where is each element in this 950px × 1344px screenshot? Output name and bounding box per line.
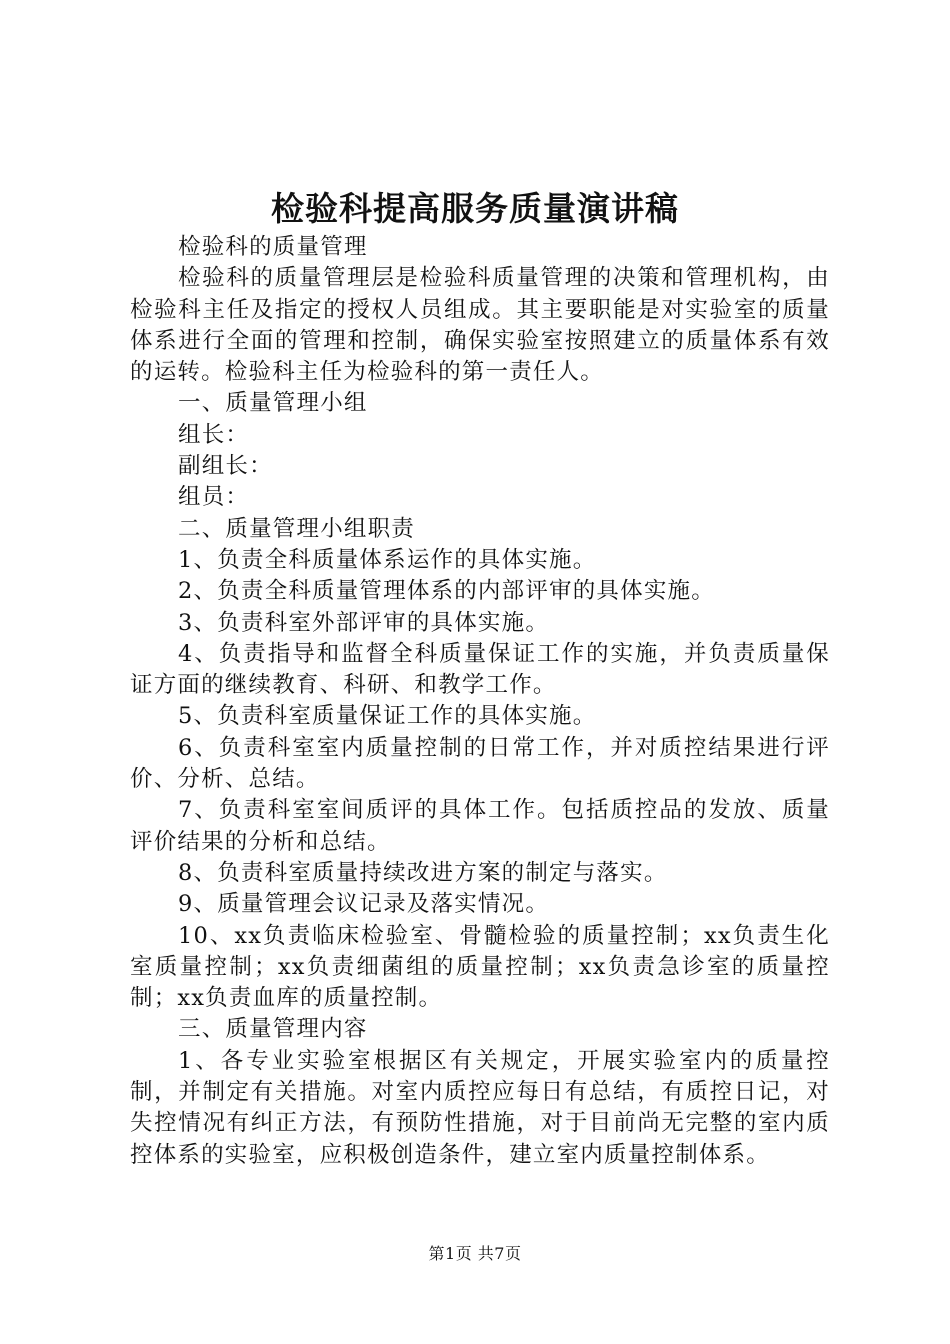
list-item: 4、负责指导和监督全科质量保证工作的实施，并负责质量保证方面的继续教育、科研、和教学工作。 [130, 640, 830, 699]
section-heading: 二、质量管理小组职责 [178, 515, 416, 542]
list-item: 7、负责科室室间质评的具体工作。包括质控品的发放、质量评价结果的分析和总结。 [130, 797, 830, 855]
body-paragraph: 检验科的质量管理层是检验科质量管理的决策和管理机构，由检验科主任及指定的授权人员组成。其主要职能是对实验室的质量体系进行全面的管理和控制，确保实验室按照建立的质量体系有效的运转。检验科主任为检验科的第一责任人。 [130, 265, 830, 386]
list-item: 1、各专业实验室根据区有关规定，开展实验室内的质量控制，并制定有关措施。对室内质控应每日有总结，有质控日记，对失控情况有纠正方法，有预防性措施，对于目前尚无完整的室内质控体系的实验室，应积极创造条件，建立室内质量控制体系。 [130, 1047, 830, 1168]
section-heading: 三、质量管理内容 [178, 1016, 368, 1043]
list-item: 组员： [178, 484, 250, 511]
list-item: 组长： [178, 421, 250, 448]
list-item: 3、负责科室外部评审的具体实施。 [178, 609, 550, 636]
document-title: 检验科提高服务质量演讲稿 [271, 189, 679, 228]
list-item: 9、质量管理会议记录及落实情况。 [178, 891, 550, 918]
list-item: 副组长： [178, 453, 273, 480]
list-item: 1、负责全科质量体系运作的具体实施。 [178, 546, 597, 573]
section-heading: 一、质量管理小组 [178, 390, 368, 417]
list-item: 6、负责科室室内质量控制的日常工作，并对质控结果进行评价、分析、总结。 [130, 734, 830, 793]
section-heading: 检验科的质量管理 [178, 234, 368, 260]
document-body [130, 232, 830, 1171]
list-item: 2、负责全科质量管理体系的内部评审的具体实施。 [178, 578, 715, 605]
list-item: 5、负责科室质量保证工作的具体实施。 [178, 703, 597, 730]
page-footer: 第1页 共7页 [428, 1244, 522, 1263]
list-item: 10、xx负责临床检验室、骨髓检验的质量控制；xx负责生化室质量控制；xx负责细菌组的质量控制；xx负责急诊室的质量控制；xx负责血库的质量控制。 [130, 922, 830, 1012]
list-item: 8、负责科室质量持续改进方案的制定与落实。 [178, 859, 668, 886]
